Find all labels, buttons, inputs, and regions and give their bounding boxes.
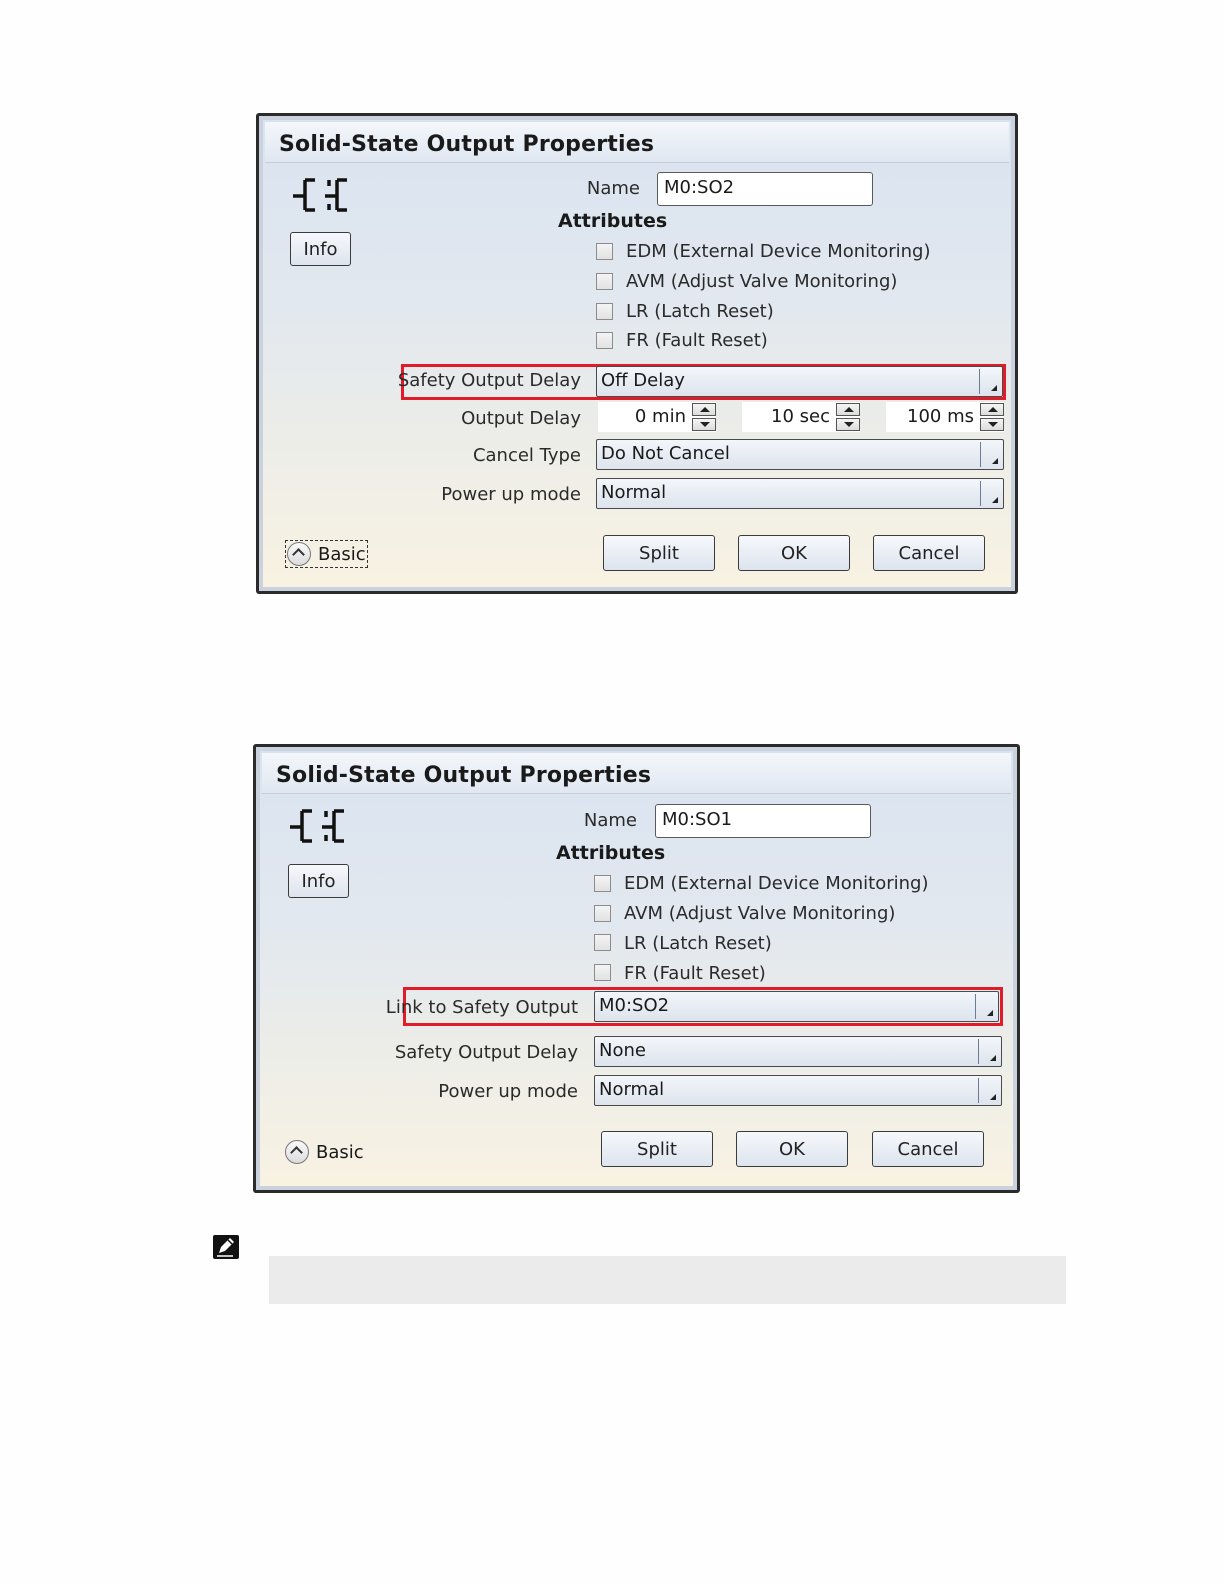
info-button[interactable]: Info xyxy=(288,864,349,898)
name-label: Name xyxy=(586,178,640,199)
solid-state-output-dialog-1 xyxy=(256,113,1018,594)
dialog-title-bar xyxy=(265,122,1009,163)
output-delay-sec-spinner[interactable] xyxy=(742,402,860,432)
cancel-type-value: Do Not Cancel xyxy=(601,443,730,464)
lr-label: LR (Latch Reset) xyxy=(626,301,774,322)
attributes-heading: Attributes xyxy=(558,210,668,232)
avm-checkbox[interactable] xyxy=(596,273,613,290)
link-to-safety-output-value: M0:SO2 xyxy=(599,995,670,1016)
basic-toggle[interactable] xyxy=(285,1140,364,1164)
basic-label: Basic xyxy=(318,543,366,565)
safety-output-delay-label: Safety Output Delay xyxy=(397,370,581,391)
power-up-mode-label: Power up mode xyxy=(438,1081,578,1102)
safety-output-delay-value: None xyxy=(599,1040,646,1061)
fr-label: FR (Fault Reset) xyxy=(626,330,768,351)
power-up-mode-value: Normal xyxy=(601,482,667,503)
output-delay-min-spinner[interactable] xyxy=(598,402,716,432)
chevron-up-circle-icon xyxy=(287,542,311,566)
fr-label: FR (Fault Reset) xyxy=(624,963,766,984)
spin-up-icon[interactable] xyxy=(692,403,716,416)
dropdown-arrow-icon[interactable] xyxy=(978,1078,999,1103)
solid-state-output-dialog-2 xyxy=(253,744,1020,1193)
note-box xyxy=(269,1256,1066,1304)
edm-label: EDM (External Device Monitoring) xyxy=(624,873,929,894)
chevron-up-circle-icon xyxy=(285,1140,309,1164)
cancel-type-select[interactable] xyxy=(596,439,1004,470)
info-button[interactable]: Info xyxy=(290,232,351,266)
spin-down-icon[interactable] xyxy=(980,418,1004,431)
dropdown-arrow-icon[interactable] xyxy=(978,1039,999,1064)
power-up-mode-select[interactable] xyxy=(596,478,1004,509)
ok-button[interactable]: OK xyxy=(738,535,850,571)
spin-down-icon[interactable] xyxy=(692,418,716,431)
cancel-button[interactable]: Cancel xyxy=(872,1131,984,1167)
name-field[interactable]: M0:SO1 xyxy=(655,804,871,838)
lr-checkbox[interactable] xyxy=(596,303,613,320)
cancel-type-label: Cancel Type xyxy=(472,445,581,466)
fr-checkbox[interactable] xyxy=(596,332,613,349)
safety-output-delay-select[interactable] xyxy=(594,1036,1002,1067)
split-button[interactable]: Split xyxy=(603,535,715,571)
output-delay-sec-value: 10 sec xyxy=(771,406,830,427)
fr-checkbox[interactable] xyxy=(594,964,611,981)
attributes-heading: Attributes xyxy=(556,842,666,864)
output-delay-label: Output Delay xyxy=(461,408,581,429)
power-up-mode-label: Power up mode xyxy=(441,484,581,505)
power-up-mode-select[interactable] xyxy=(594,1075,1002,1106)
link-to-safety-output-select[interactable] xyxy=(594,991,999,1022)
link-to-safety-output-label: Link to Safety Output xyxy=(385,997,578,1018)
split-button[interactable]: Split xyxy=(601,1131,713,1167)
pencil-note-icon xyxy=(213,1235,239,1259)
dropdown-arrow-icon[interactable] xyxy=(975,994,996,1019)
output-delay-ms-value: 100 ms xyxy=(907,406,974,427)
dialog-title-bar xyxy=(262,753,1011,794)
name-label: Name xyxy=(583,810,637,831)
safety-output-delay-select[interactable] xyxy=(596,366,1003,397)
edm-checkbox[interactable] xyxy=(594,875,611,892)
name-field[interactable]: M0:SO2 xyxy=(657,172,873,206)
dropdown-arrow-icon[interactable] xyxy=(980,481,1001,506)
avm-label: AVM (Adjust Valve Monitoring) xyxy=(626,271,898,292)
power-up-mode-value: Normal xyxy=(599,1079,665,1100)
lr-label: LR (Latch Reset) xyxy=(624,933,772,954)
solid-state-output-symbol-icon xyxy=(286,803,346,847)
cancel-button[interactable]: Cancel xyxy=(873,535,985,571)
spin-up-icon[interactable] xyxy=(980,403,1004,416)
dropdown-arrow-icon[interactable] xyxy=(980,442,1001,467)
basic-toggle[interactable] xyxy=(287,542,366,566)
basic-label: Basic xyxy=(316,1141,364,1163)
edm-checkbox[interactable] xyxy=(596,243,613,260)
spin-up-icon[interactable] xyxy=(836,403,860,416)
spin-down-icon[interactable] xyxy=(836,418,860,431)
dropdown-arrow-icon[interactable] xyxy=(979,369,1000,394)
dialog-title: Solid-State Output Properties xyxy=(279,132,655,157)
safety-output-delay-label: Safety Output Delay xyxy=(394,1042,578,1063)
safety-output-delay-value: Off Delay xyxy=(601,370,685,391)
dialog-title: Solid-State Output Properties xyxy=(276,763,652,788)
solid-state-output-symbol-icon xyxy=(289,172,349,216)
output-delay-ms-spinner[interactable] xyxy=(886,402,1004,432)
ok-button[interactable]: OK xyxy=(736,1131,848,1167)
output-delay-min-value: 0 min xyxy=(634,406,686,427)
edm-label: EDM (External Device Monitoring) xyxy=(626,241,931,262)
avm-checkbox[interactable] xyxy=(594,905,611,922)
avm-label: AVM (Adjust Valve Monitoring) xyxy=(624,903,896,924)
lr-checkbox[interactable] xyxy=(594,934,611,951)
